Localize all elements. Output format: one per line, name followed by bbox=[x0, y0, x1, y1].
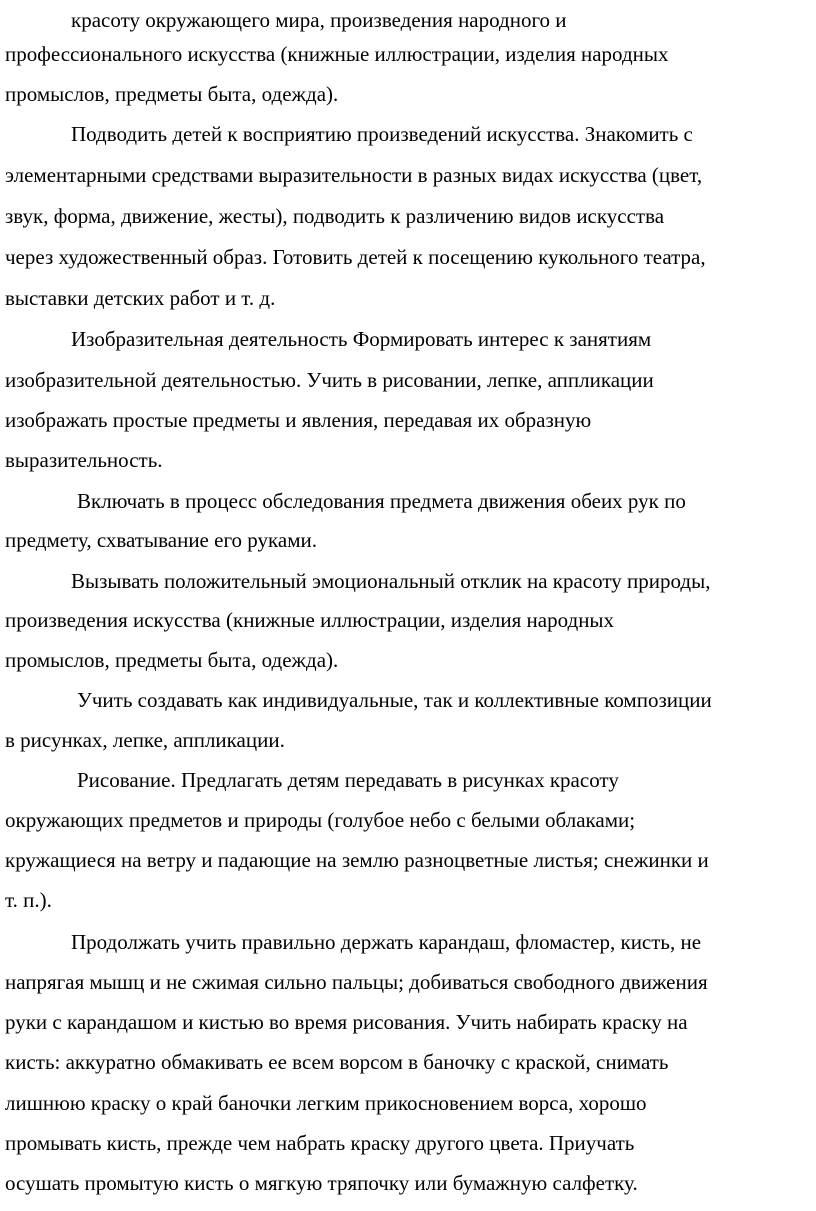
paragraph-line: предмету, схватывание его руками. bbox=[5, 528, 317, 552]
paragraph-line: промыслов, предметы быта, одежда). bbox=[5, 648, 339, 672]
paragraph-line: выразительность. bbox=[5, 448, 163, 472]
paragraph-line: лишнюю краску о край баночки легким прикосновением ворса, хорошо bbox=[5, 1091, 647, 1115]
paragraph-line: напрягая мышц и не сжимая сильно пальцы; добиваться свободного движения bbox=[5, 970, 708, 994]
paragraph-line: Учить создавать как индивидуальные, так и коллективные композиции bbox=[77, 688, 712, 712]
paragraph-line: окружающих предметов и природы (голубое небо с белыми облаками; bbox=[5, 808, 636, 832]
paragraph-line: профессионального искусства (книжные иллюстрации, изделия народных bbox=[5, 42, 669, 66]
paragraph-line: элементарными средствами выразительности в разных видах искусства (цвет, bbox=[5, 163, 703, 187]
paragraph-line: Включать в процесс обследования предмета движения обеих рук по bbox=[77, 489, 686, 513]
paragraph-line: Изобразительная деятельность Формировать интерес к занятиям bbox=[71, 327, 652, 351]
paragraph-line: произведения искусства (книжные иллюстрации, изделия народных bbox=[5, 608, 615, 632]
paragraph-line: промыслов, предметы быта, одежда). bbox=[5, 82, 339, 106]
paragraph-line: в рисунках, лепке, аппликации. bbox=[5, 728, 285, 752]
paragraph-line: промывать кисть, прежде чем набрать краску другого цвета. Приучать bbox=[5, 1131, 635, 1155]
paragraph-line: кружащиеся на ветру и падающие на землю разноцветные листья; снежинки и bbox=[5, 848, 709, 872]
paragraph-line: Подводить детей к восприятию произведений искусства. Знакомить с bbox=[71, 122, 693, 146]
paragraph-line: изобразительной деятельностью. Учить в рисовании, лепке, аппликации bbox=[5, 368, 654, 392]
paragraph-line: осушать промытую кисть о мягкую тряпочку или бумажную салфетку. bbox=[5, 1171, 638, 1195]
paragraph-line: выставки детских работ и т. д. bbox=[5, 286, 276, 310]
paragraph-line: звук, форма, движение, жесты), подводить к различению видов искусства bbox=[5, 204, 665, 228]
paragraph-line: изображать простые предметы и явления, передавая их образную bbox=[5, 408, 592, 432]
paragraph-line: через художественный образ. Готовить детей к посещению кукольного театра, bbox=[5, 245, 706, 269]
paragraph-line: т. п.). bbox=[5, 888, 52, 912]
paragraph-line: Вызывать положительный эмоциональный отклик на красоту природы, bbox=[71, 569, 711, 593]
paragraph-line: Рисование. Предлагать детям передавать в рисунках красоту bbox=[77, 768, 619, 792]
paragraph-line: красоту окружающего мира, произведения народного и bbox=[71, 8, 567, 32]
paragraph-line: кисть: аккуратно обмакивать ее всем ворсом в баночку с краской, снимать bbox=[5, 1050, 669, 1074]
paragraph-line: руки с карандашом и кистью во время рисования. Учить набирать краску на bbox=[5, 1010, 688, 1034]
paragraph-line: Продолжать учить правильно держать карандаш, фломастер, кисть, не bbox=[71, 930, 702, 954]
